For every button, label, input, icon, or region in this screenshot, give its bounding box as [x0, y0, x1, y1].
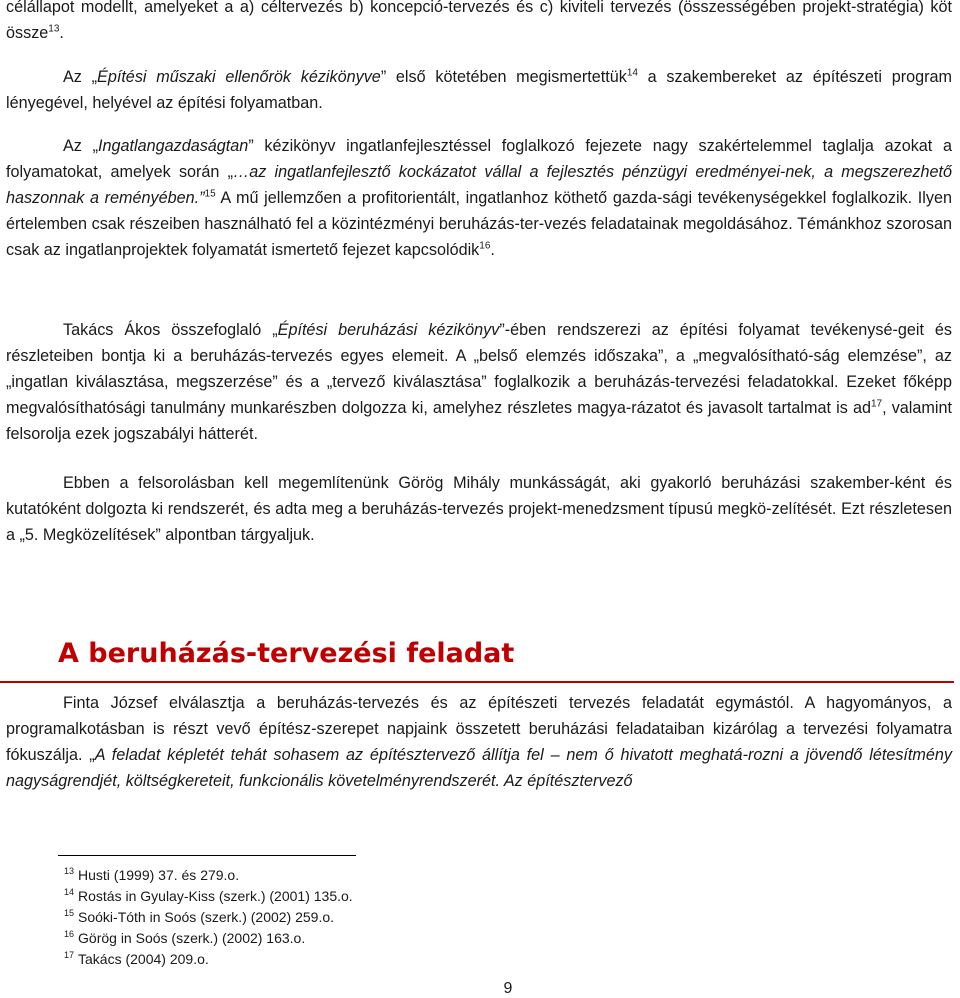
footnote-ref-15[interactable]: 15: [204, 188, 216, 200]
footnote-list: [64, 865, 353, 970]
footnote-14: $^{14}$ Rostás in Gyulay-Kiss (szerk.) (2001) 135.o.: [64, 887, 353, 904]
heading-underline: [0, 681, 954, 683]
paragraph-epitesi-ellenorok: Az „Építési műszaki ellenőrök kézikönyve” első kötetében megismertettük$^{14}$ a szakembereket az építészeti program lényegével, helyével az építési folyamatban.: [6, 67, 952, 112]
footnote-separator: [58, 855, 356, 856]
footnote-17: $^{17}$ Takács (2004) 209.o.: [64, 950, 209, 967]
paragraph-gorog: Ebben a felsorolásban kell megemlítenünk Görög Mihály munkásságát, aki gyakorló beruházási szakember-ként és kutatóként dolgozta ki rendszerét, és adta meg a beruházás-tervezés projekt-menedzsment típusú megkö-zelítését. Ezt részletesen a „5. Megközelítések” alpontban tárgyaljuk.: [6, 474, 952, 544]
paragraph-ingatlangazdasagtan: Az „Ingatlangazdaságtan” kézikönyv ingatlanfejlesztéssel foglalkozó fejezete nagy szakértelemmel taglalja azokat a folyamatokat, amelyek során „…az ingatlanfejlesztő kockázatot vállal a fejlesztés pénzügyi eredményei-nek, a megszerezhető haszonnak a reményében.”$^{15}$ A mű jellemzően a profitorientált, ingatlanhoz köthető gazda-sági tevékenységekkel foglalkozik. Ilyen értelemben csak részeiben használható fel a közintézményi beruházás-ter-vezés feladatainak megoldásához. Témánkhoz szorosan csak az ingatlanprojektek folyamatát ismertető fejezet kapcsolódik$^{16}$.: [6, 137, 953, 259]
paragraph-takacs: Takács Ákos összefoglaló „Építési beruházási kézikönyv”-ében rendszerezi az építési folyamat tevékenysé-geit és részleteiben bontja ki a beruházás-tervezés egyes elemeit. A „belső elemzés időszaka”, a „megvalósítható-ság elemzése”, az „ingatlan kiválasztása, megszerzése” és a „tervező kiválasztása” foglalkozik a beruházás-tervezési feladatokkal. Ezeket főképp megvalósíthatósági tanulmány munkarészben dolgozza ki, amelyhez részletes magya-rázatot és javasolt tartalmat is $ad^{17}$, valamint felsorolja ezek jogszabályi hátterét.: [6, 321, 953, 443]
section-heading: A beruházás-tervezési feladat: [58, 638, 515, 669]
paragraph-continuation: célállapot modellt, amelyeket a a) céltervezés b) koncepció-tervezés és c) kiviteli tervezés (összességében projekt-stratégia) köt össze$^{13}$.: [6, 0, 952, 42]
footnote-ref-13[interactable]: 13: [48, 23, 60, 35]
footnote-ref-17[interactable]: 17: [870, 398, 883, 410]
footnote-13: $^{13}$ Husti (1999) 37. és 279.o.: [64, 866, 240, 883]
footnote-ref-14[interactable]: 14: [626, 67, 638, 79]
footnote-16: $^{16}$ Görög in Soós (szerk.) (2002) 163.o.: [64, 929, 306, 946]
paragraph-finta: Finta József elválasztja a beruházás-tervezés és az építészeti tervezés feladatát egymástól. A hagyományos, a programalkotásban is részt vevő építész-szerepet napjaink összetett beruházási feladataiban kizárólag a tervezési folyamatra fókuszálja. „A feladat képletét tehát sohasem az építésztervező állítja fel – nem ő hivatott meghatá-rozni a jövendő létesítmény nagyságrendjét, költségkereteit, funkcionális követelményrendszerét. Az építésztervező: [6, 694, 952, 790]
footnote-ref-16[interactable]: 16: [479, 240, 491, 252]
footnote-15: $^{15}$ Soóki-Tóth in Soós (szerk.) (2002) 259.o.: [64, 908, 335, 925]
page-number: 9: [503, 980, 513, 997]
